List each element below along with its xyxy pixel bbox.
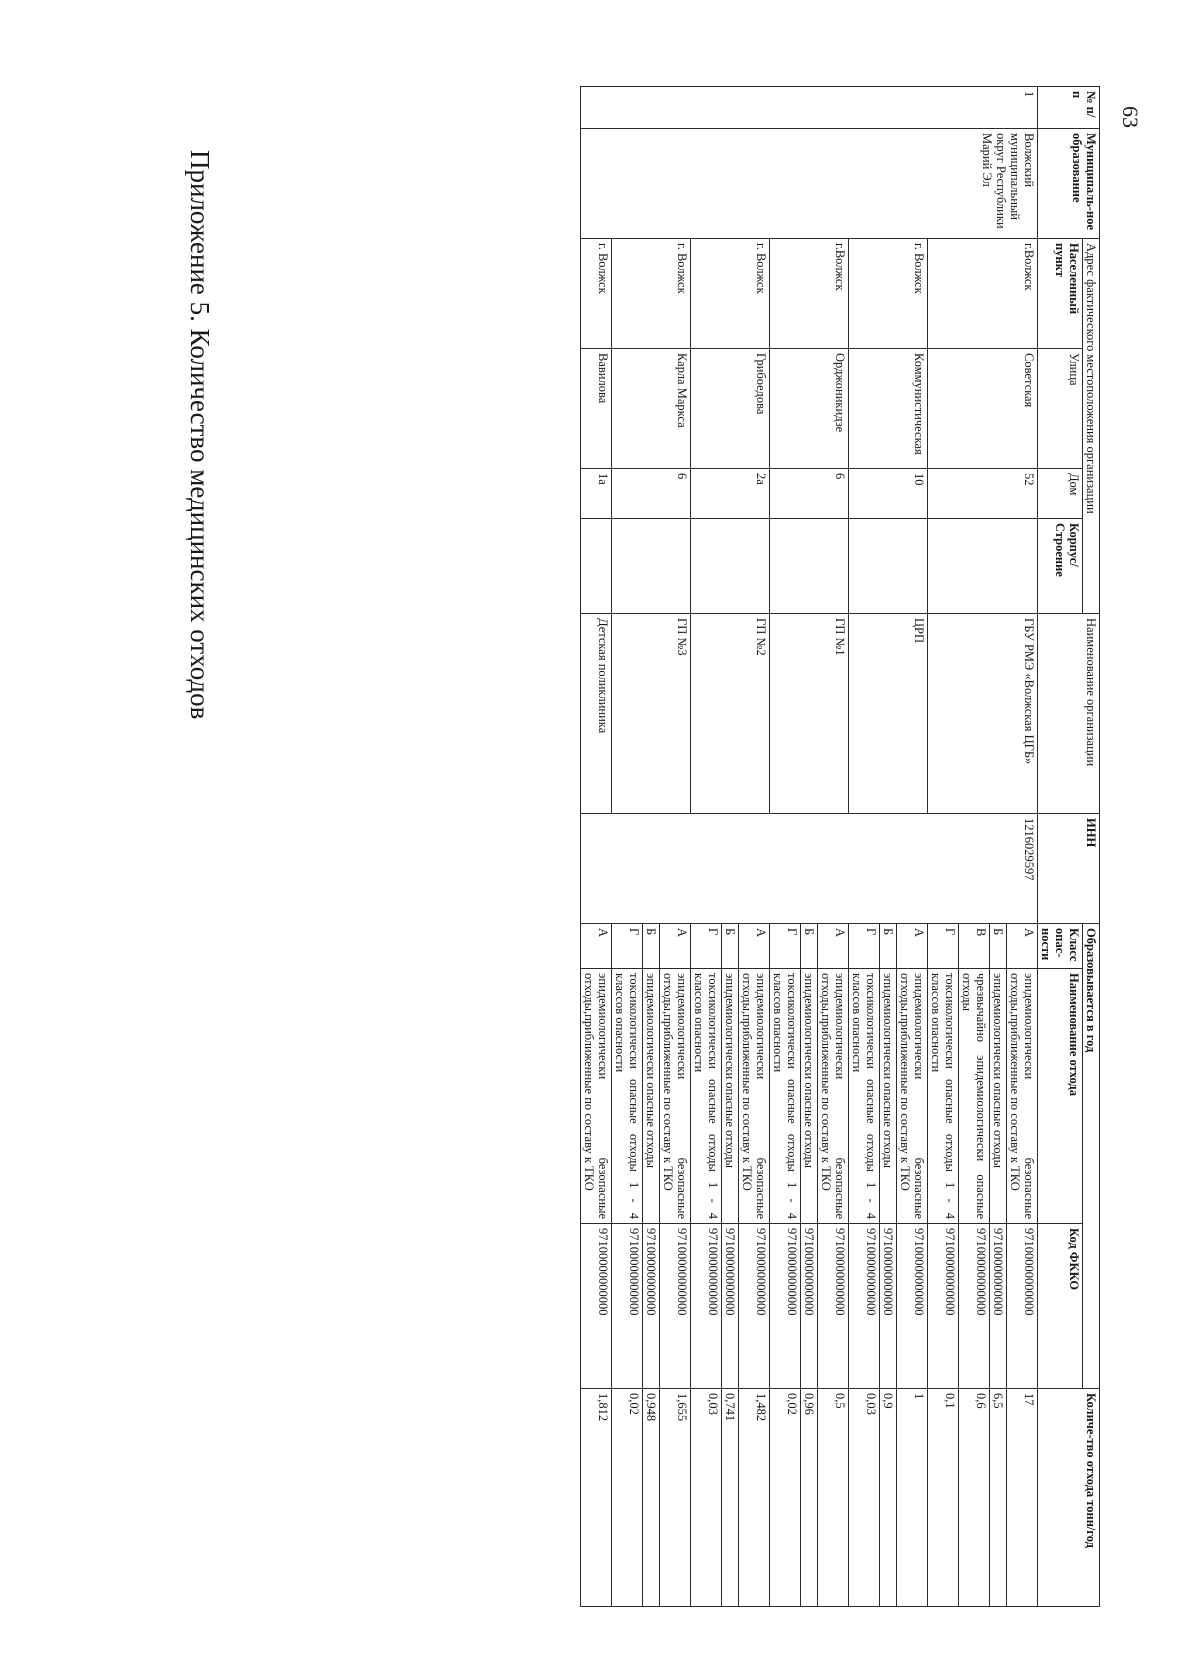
waste-name-cell: эпидемиологически опасные отходы	[643, 969, 660, 1224]
quantity-cell: 0,741	[722, 1389, 739, 1607]
waste-name-cell: эпидемиологически безопасные отходы,приближенные по составу к ТКО	[739, 969, 770, 1224]
waste-name-cell: эпидемиологически опасные отходы	[722, 969, 739, 1224]
hazard-class-cell: Б	[722, 924, 739, 969]
quantity-cell: 0,03	[691, 1389, 722, 1607]
header-house: Дом	[1038, 469, 1083, 519]
header-fkko-code: Код ФККО	[1038, 1224, 1083, 1389]
hazard-class-cell: А	[818, 924, 849, 969]
org-name-cell: ГБУ РМЭ «Волжская ЦГБ»	[928, 614, 1038, 814]
hazard-class-cell: Б	[801, 924, 818, 969]
quantity-cell: 0,5	[818, 1389, 849, 1607]
fkko-code-cell: 97100000000000	[581, 1224, 612, 1389]
quantity-cell: 1,812	[581, 1389, 612, 1607]
house-cell: 6	[770, 469, 849, 519]
header-quantity: Количе-тво отхода тонн/год	[1038, 1389, 1100, 1607]
fkko-code-cell: 97100000000000	[643, 1224, 660, 1389]
header-settlement: Населенный пункт	[1038, 239, 1083, 349]
quantity-cell: 0,02	[612, 1389, 643, 1607]
fkko-code-cell: 97100000000000	[660, 1224, 691, 1389]
hazard-class-cell: В	[959, 924, 990, 969]
quantity-cell: 17	[1007, 1389, 1038, 1607]
waste-name-cell: токсикологически опасные отходы 1 - 4 классов опасности	[770, 969, 801, 1224]
quantity-cell: 6,5	[990, 1389, 1007, 1607]
org-name-cell: Детская поликлиника	[581, 614, 612, 814]
header-waste-name: Наименование отхода	[1038, 969, 1083, 1224]
waste-name-cell: эпидемиологически безопасные отходы,приближенные по составу к ТКО	[660, 969, 691, 1224]
hazard-class-cell: Б	[880, 924, 897, 969]
header-inn: ИНН	[1038, 814, 1100, 924]
settlement-cell: г. Волжск	[849, 239, 928, 349]
hazard-class-cell: Г	[612, 924, 643, 969]
building-cell	[612, 519, 691, 614]
municipality-cell: Волжский муниципальный округ Республики Марий Эл	[581, 129, 1038, 239]
house-cell: 2а	[691, 469, 770, 519]
house-cell: 6	[612, 469, 691, 519]
settlement-cell: г. Волжск	[581, 239, 612, 349]
fkko-code-cell: 97100000000000	[1007, 1224, 1038, 1389]
waste-name-cell: эпидемиологически опасные отходы	[801, 969, 818, 1224]
quantity-cell: 1,655	[660, 1389, 691, 1607]
fkko-code-cell: 97100000000000	[722, 1224, 739, 1389]
fkko-code-cell: 97100000000000	[691, 1224, 722, 1389]
quantity-cell: 0,9	[880, 1389, 897, 1607]
street-cell: Карла Маркса	[612, 349, 691, 469]
waste-name-cell: эпидемиологически опасные отходы	[990, 969, 1007, 1224]
quantity-cell: 0,96	[801, 1389, 818, 1607]
building-cell	[770, 519, 849, 614]
building-cell	[928, 519, 1038, 614]
street-cell: Орджоникидзе	[770, 349, 849, 469]
fkko-code-cell: 97100000000000	[612, 1224, 643, 1389]
header-formed-group: Образовывается в год	[1083, 924, 1100, 1389]
hazard-class-cell: А	[897, 924, 928, 969]
page-number: 63	[1118, 106, 1143, 128]
header-org-name: Наименование организации	[1038, 614, 1100, 814]
fkko-code-cell: 97100000000000	[770, 1224, 801, 1389]
fkko-code-cell: 97100000000000	[818, 1224, 849, 1389]
settlement-cell: г. Волжск	[691, 239, 770, 349]
fkko-code-cell: 97100000000000	[739, 1224, 770, 1389]
hazard-class-cell: А	[1007, 924, 1038, 969]
org-name-cell: ГП №3	[612, 614, 691, 814]
waste-name-cell: токсикологически опасные отходы 1 - 4 классов опасности	[928, 969, 959, 1224]
table-row	[1007, 87, 1038, 1607]
street-cell: Грибоедова	[691, 349, 770, 469]
waste-name-cell: эпидемиологически безопасные отходы,приближенные по составу к ТКО	[818, 969, 849, 1224]
header-row-1	[1083, 87, 1100, 1607]
waste-name-cell: эпидемиологически безопасные отходы,приближенные по составу к ТКО	[581, 969, 612, 1224]
quantity-cell: 0,948	[643, 1389, 660, 1607]
waste-name-cell: эпидемиологически безопасные отходы,приближенные по составу к ТКО	[1007, 969, 1038, 1224]
inn-cell: 1216029597	[581, 814, 1038, 924]
house-cell: 1а	[581, 469, 612, 519]
quantity-cell: 0,02	[770, 1389, 801, 1607]
house-cell: 52	[928, 469, 1038, 519]
quantity-cell: 1,482	[739, 1389, 770, 1607]
waste-name-cell: эпидемиологически опасные отходы	[880, 969, 897, 1224]
building-cell	[581, 519, 612, 614]
building-cell	[849, 519, 928, 614]
hazard-class-cell: Г	[770, 924, 801, 969]
fkko-code-cell: 97100000000000	[897, 1224, 928, 1389]
hazard-class-cell: Г	[928, 924, 959, 969]
waste-name-cell: токсикологически опасные отходы 1 - 4 классов опасности	[612, 969, 643, 1224]
waste-name-cell: токсикологически опасные отходы 1 - 4 классов опасности	[691, 969, 722, 1224]
settlement-cell: г.Волжск	[928, 239, 1038, 349]
waste-name-cell: эпидемиологически безопасные отходы,приближенные по составу к ТКО	[897, 969, 928, 1224]
building-cell	[691, 519, 770, 614]
house-cell: 10	[849, 469, 928, 519]
fkko-code-cell: 97100000000000	[849, 1224, 880, 1389]
fkko-code-cell: 97100000000000	[928, 1224, 959, 1389]
hazard-class-cell: А	[581, 924, 612, 969]
header-address-group: Адрес фактического местоположения организации	[1083, 239, 1100, 614]
street-cell: Советская	[928, 349, 1038, 469]
header-street: Улица	[1038, 349, 1083, 469]
medical-waste-table	[580, 86, 1100, 1607]
hazard-class-cell: Б	[990, 924, 1007, 969]
hazard-class-cell: Г	[691, 924, 722, 969]
org-name-cell: ГП №2	[691, 614, 770, 814]
page-title: Приложение 5. Количество медицинских отходов	[185, 150, 215, 720]
street-cell: Коммунистическая	[849, 349, 928, 469]
header-num: № п/п	[1038, 87, 1100, 129]
fkko-code-cell: 97100000000000	[990, 1224, 1007, 1389]
waste-name-cell: чрезвычайно эпидемиологически опасные отходы	[959, 969, 990, 1224]
settlement-cell: г.Волжск	[770, 239, 849, 349]
row-number: 1	[581, 87, 1038, 129]
fkko-code-cell: 97100000000000	[959, 1224, 990, 1389]
quantity-cell: 1	[897, 1389, 928, 1607]
hazard-class-cell: А	[739, 924, 770, 969]
settlement-cell: г. Волжск	[612, 239, 691, 349]
street-cell: Вавилова	[581, 349, 612, 469]
org-name-cell: ЦРП	[849, 614, 928, 814]
hazard-class-cell: А	[660, 924, 691, 969]
hazard-class-cell: Г	[849, 924, 880, 969]
header-building: Корпус/ Строение	[1038, 519, 1083, 614]
fkko-code-cell: 97100000000000	[801, 1224, 818, 1389]
waste-name-cell: токсикологически опасные отходы 1 - 4 классов опасности	[849, 969, 880, 1224]
hazard-class-cell: Б	[643, 924, 660, 969]
quantity-cell: 0,03	[849, 1389, 880, 1607]
org-name-cell: ГП №1	[770, 614, 849, 814]
quantity-cell: 0,6	[959, 1389, 990, 1607]
quantity-cell: 0,1	[928, 1389, 959, 1607]
table-body	[581, 87, 1038, 1607]
fkko-code-cell: 97100000000000	[880, 1224, 897, 1389]
header-municipality: Муниципаль-ное образование	[1038, 129, 1100, 239]
header-hazard-class: Класс опас-ности	[1038, 924, 1083, 969]
